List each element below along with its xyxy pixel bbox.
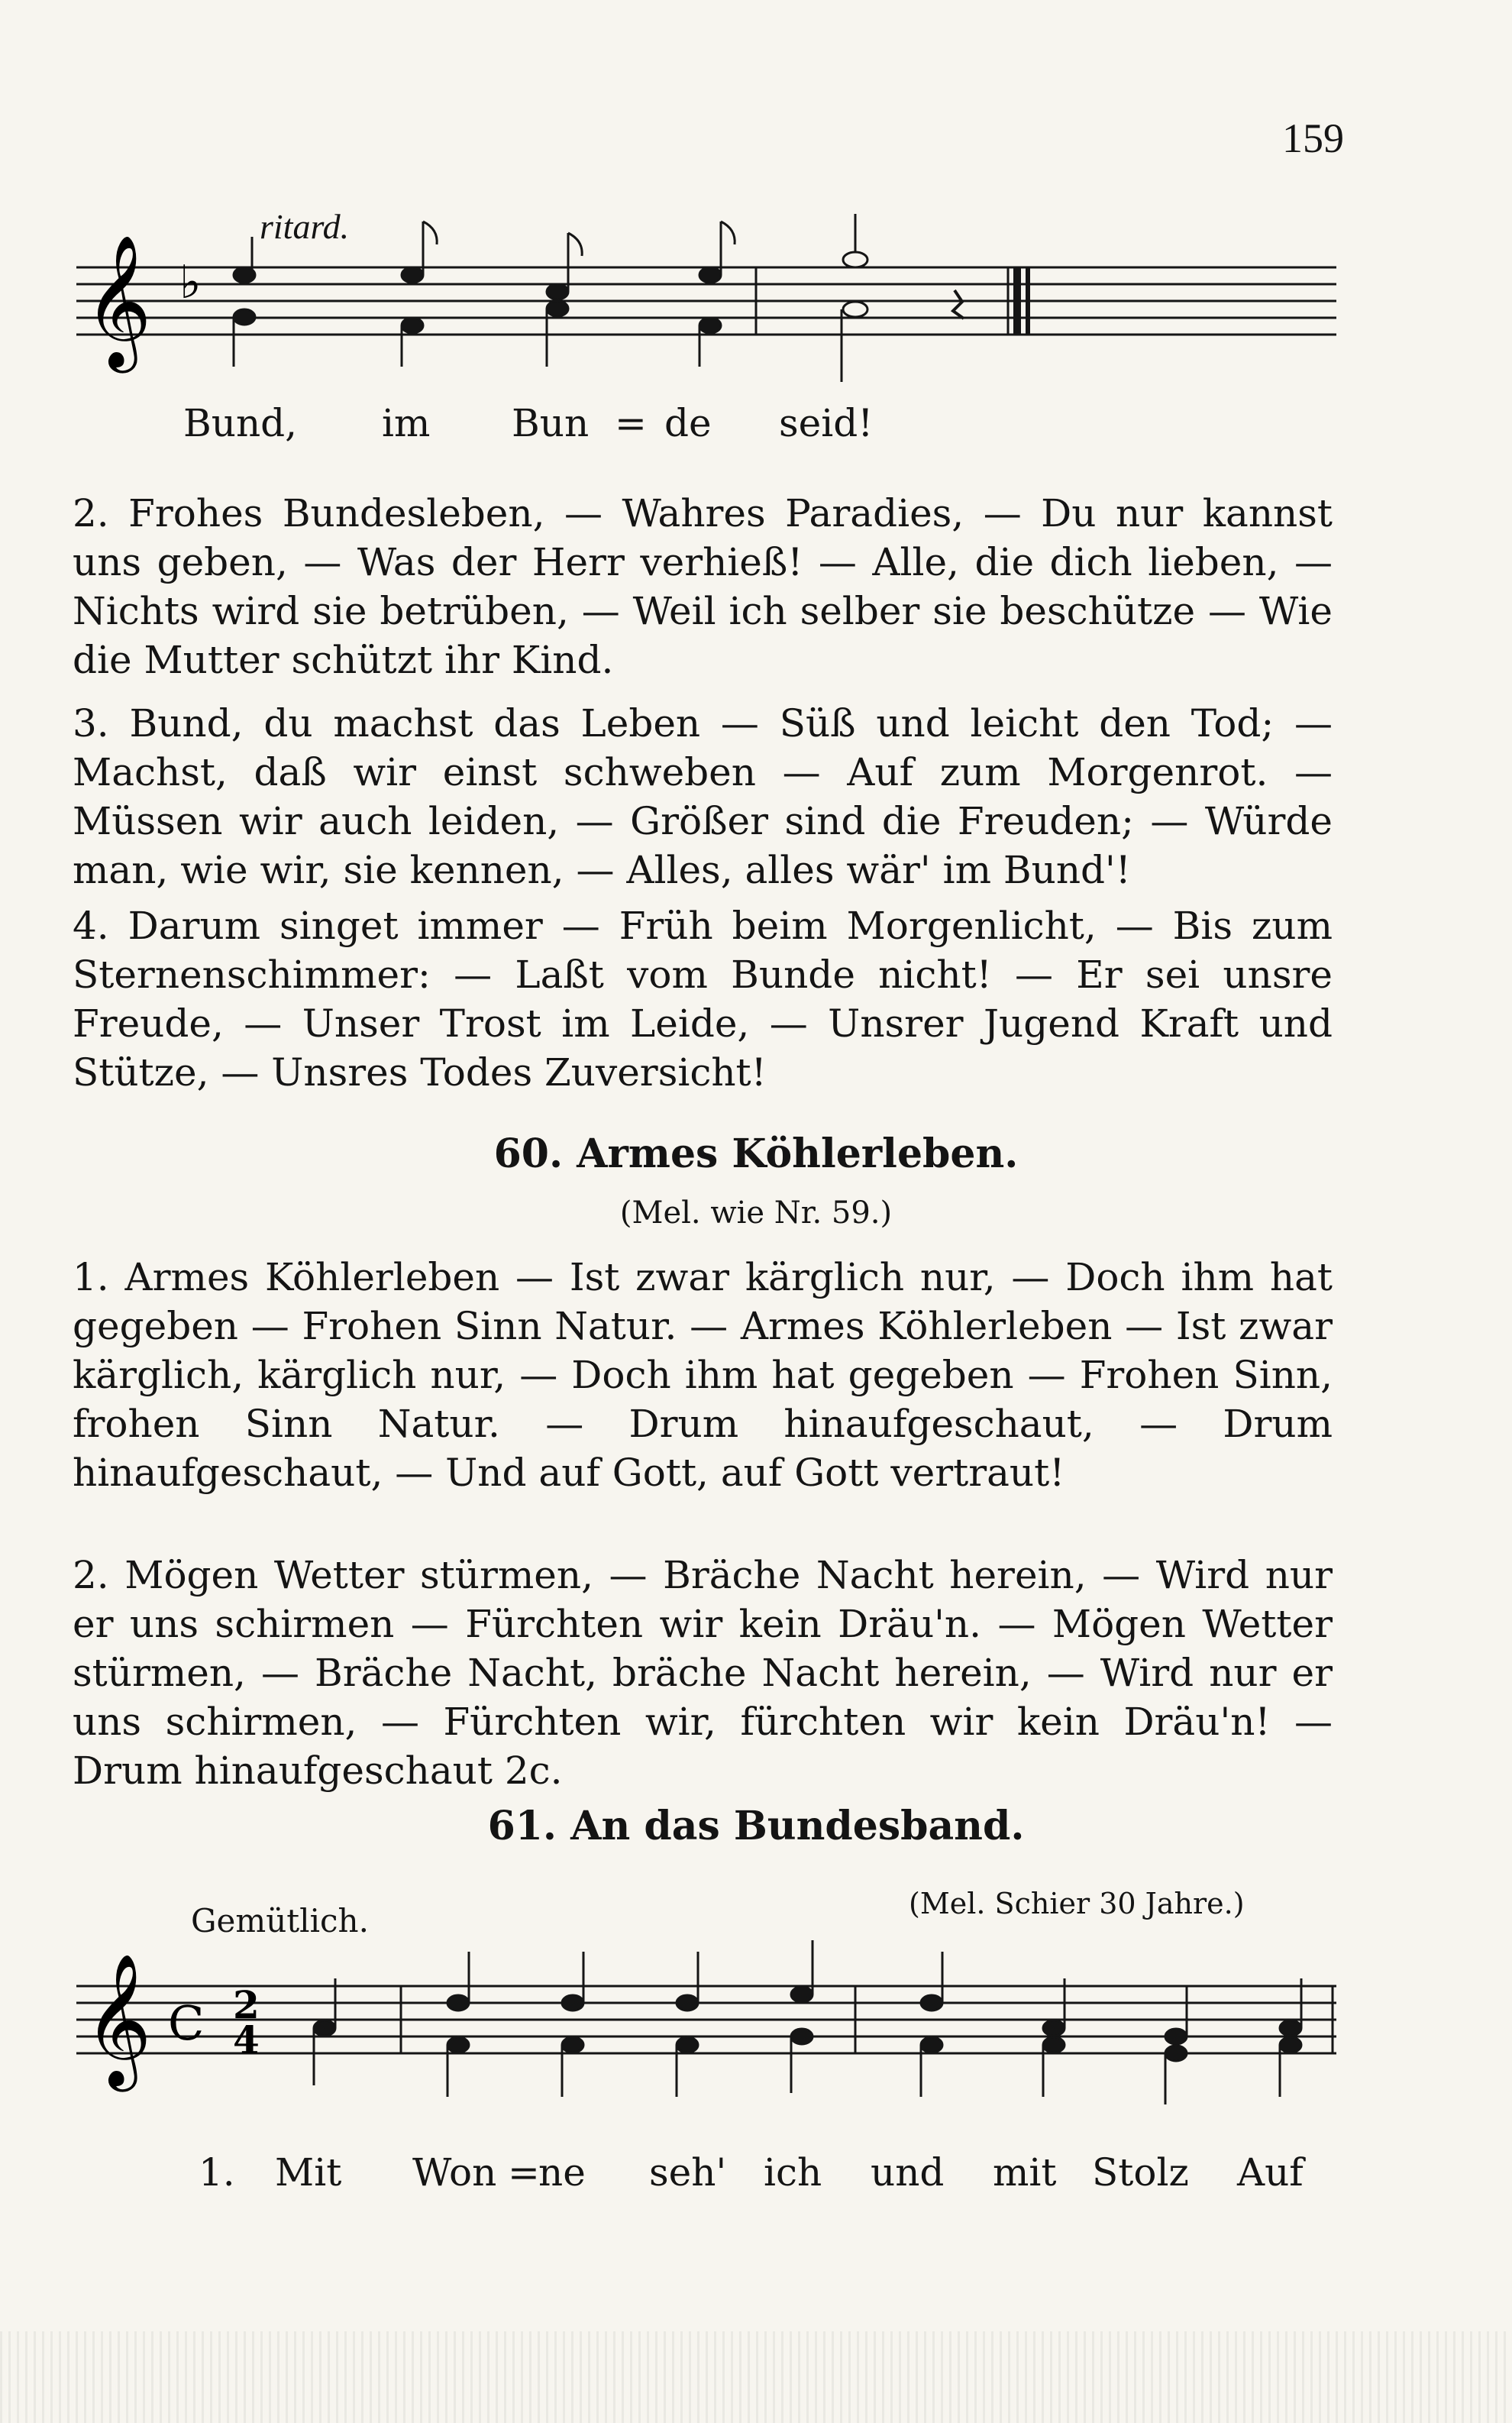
song60-melody-note: (Mel. wie Nr. 59.) — [619, 1195, 893, 1231]
song61-title: 61. An das Bundesband. — [487, 1803, 1025, 1849]
svg-text:C: C — [168, 1995, 205, 2051]
treble-clef-icon — [84, 235, 152, 374]
tempo-marking: ritard. — [260, 207, 350, 246]
lyric-syllable: Stolz — [1092, 2150, 1189, 2195]
lyric-syllable: de — [664, 401, 712, 445]
page-number: 159 — [1282, 115, 1344, 161]
svg-text:4: 4 — [233, 2017, 260, 2062]
lyric-syllable: Bund, — [183, 401, 298, 445]
song61-lyrics — [69, 2150, 1336, 2204]
song61-music-staff — [69, 1933, 1336, 2223]
lyric-syllable: seid! — [779, 401, 874, 445]
lyric-syllable: 1. — [199, 2150, 235, 2195]
song59-verse-2: 2. Frohes Bundesleben, — Wahres Paradies, — Du nur kannst uns geben, — Was der Herr verhieß! — Alle, die dich lieben, — Nichts wird sie betrüben, — Weil ich selber sie beschütze — Wie die Mutter schützt ihr Kind. — [73, 491, 1333, 682]
lyric-syllable: im — [382, 401, 431, 445]
lyric-syllable: = — [615, 401, 647, 445]
lyric-syllable: Won — [412, 2150, 497, 2195]
treble-clef-icon — [84, 1953, 152, 2092]
lyric-syllable: mit — [993, 2150, 1057, 2195]
svg-text:𝄞: 𝄞 — [84, 235, 152, 367]
lyric-syllable: und — [871, 2150, 945, 2195]
song61-tempo: Gemütlich. — [191, 1902, 369, 1939]
song59-verse-3: 3. Bund, du machst das Leben — Süß und leicht den Tod; — Machst, daß wir einst schweben — Auf zum Morgenrot. — Müssen wir auch leiden, — Größer sind die Freuden; — Würde man, wie wir, sie kennen, — Alles, alles wär' im Bund'! — [73, 701, 1333, 892]
top-lyrics — [69, 401, 1336, 455]
song60-title: 60. Armes Köhlerleben. — [493, 1131, 1019, 1177]
top-music-staff — [69, 183, 1336, 474]
lyric-syllable: = — [508, 2150, 540, 2195]
paper-texture — [0, 2331, 1512, 2423]
song60-verse-2: 2. Mögen Wetter stürmen, — Bräche Nacht herein, — Wird nur er uns schirmen — Fürchten wir kein Dräu'n. — Mögen Wetter stürmen, — Bräche Nacht, bräche Nacht herein, — Wird nur er uns schirmen, — Fürchten wir, fürchten wir kein Dräu'n! — Drum hinaufgeschaut 2c. — [73, 1553, 1333, 1793]
svg-text:♭: ♭ — [179, 256, 202, 309]
lyric-syllable: Bun — [512, 401, 590, 445]
staff-notation — [69, 183, 1336, 435]
lyric-syllable: Auf — [1237, 2150, 1304, 2195]
svg-text:𝄞: 𝄞 — [84, 1953, 152, 2086]
svg-text:2: 2 — [233, 1982, 260, 2027]
staff-notation — [69, 1933, 1336, 2139]
lyric-syllable: Mit — [275, 2150, 342, 2195]
lyric-syllable: seh' — [649, 2150, 727, 2195]
song61-melody-note: (Mel. Schier 30 Jahre.) — [909, 1887, 1245, 1920]
time-signature — [233, 1982, 260, 2062]
lyric-syllable: ich — [764, 2150, 822, 2195]
song59-verse-4: 4. Darum singet immer — Früh beim Morgenlicht, — Bis zum Sternenschimmer: — Laßt vom Bunde nicht! — Er sei unsre Freude, — Unser Trost im Leide, — Unsrer Jugend Kraft und Stütze, — Unsres Todes Zuversicht! — [73, 904, 1333, 1095]
song60-verse-1: 1. Armes Köhlerleben — Ist zwar kärglich nur, — Doch ihm hat gegeben — Frohen Sinn Natur. — Armes Köhlerleben — Ist zwar kärglich, kärglich nur, — Doch ihm hat gegeben — Frohen Sinn, frohen Sinn Natur. — Drum hinaufgeschaut, — Drum hinaufgeschaut, — Und auf Gott, auf Gott vertraut! — [73, 1255, 1333, 1495]
lyric-syllable: ne — [538, 2150, 586, 2195]
